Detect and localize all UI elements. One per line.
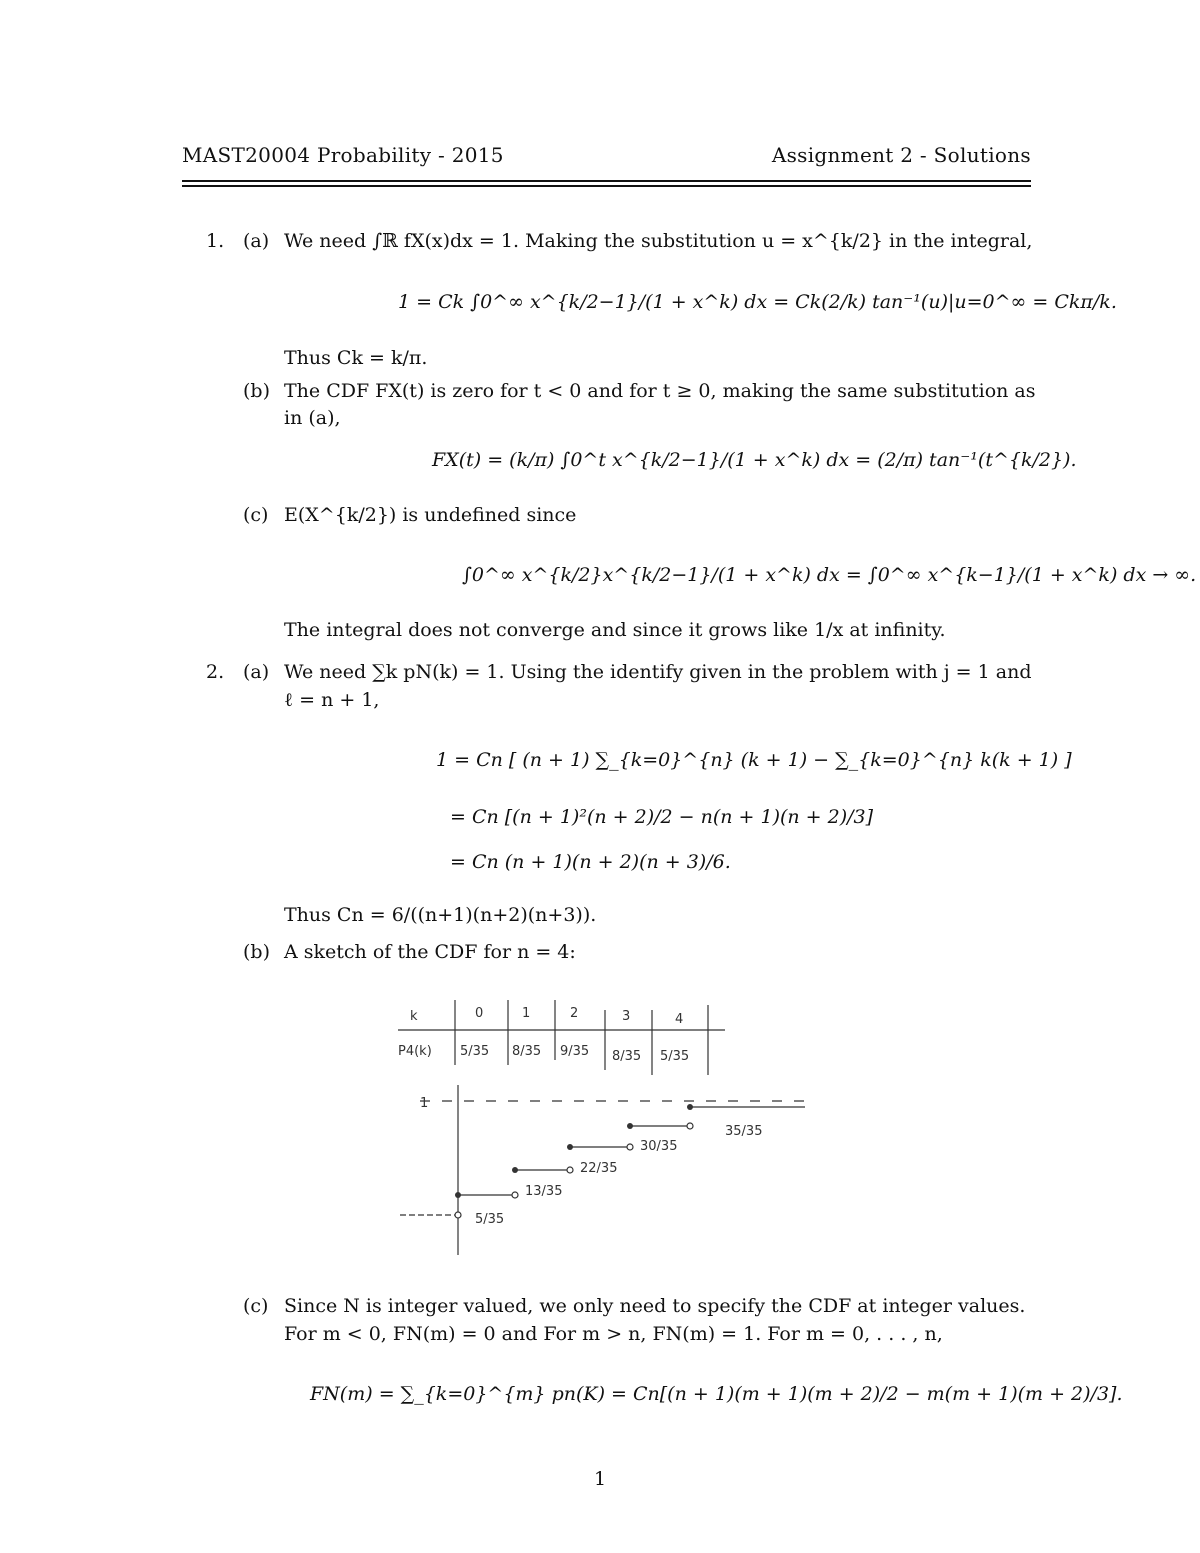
sketch-cdf-22: 22/35 xyxy=(580,1161,618,1176)
q1b-text-1: The CDF FX(t) is zero for t < 0 and for t ≥ 0, making the same substitution as xyxy=(284,380,1036,402)
sketch-k-label: k xyxy=(410,1009,418,1024)
q1a-text: We need ∫ℝ fX(x)dx = 1. Making the substitution u = x^{k/2} in the integral, xyxy=(284,230,1033,252)
header-left: MAST20004 Probability - 2015 xyxy=(182,143,504,167)
q2a-conclusion: Thus Cn = 6/((n+1)(n+2)(n+3)). xyxy=(284,904,597,926)
q1c-conclusion: The integral does not converge and since it grows like 1/x at infinity. xyxy=(284,619,946,641)
sketch-k1: 1 xyxy=(522,1006,531,1021)
sketch-k0: 0 xyxy=(475,1006,484,1021)
sketch-k4: 4 xyxy=(675,1012,684,1027)
q2c-text-2: For m < 0, FN(m) = 0 and For m > n, FN(m) = 1. For m = 0, . . . , n, xyxy=(284,1323,943,1345)
q2b-label: (b) xyxy=(243,941,270,963)
sketch-p4: 5/35 xyxy=(660,1049,690,1064)
header-rule-top xyxy=(182,180,1031,182)
sketch-p0: 5/35 xyxy=(460,1044,490,1059)
header-right: Assignment 2 - Solutions xyxy=(771,143,1031,167)
sketch-y-label: 1 xyxy=(420,1096,429,1111)
sketch-p2: 9/35 xyxy=(560,1044,590,1059)
sketch-cdf-35: 35/35 xyxy=(725,1124,763,1139)
page-number: 1 xyxy=(593,1468,607,1490)
q2a-label: (a) xyxy=(243,661,270,683)
cdf-sketch xyxy=(390,995,820,1265)
sketch-cdf-5: 5/35 xyxy=(475,1212,505,1227)
q2a-text-1: We need ∑k pN(k) = 1. Using the identify given in the problem with j = 1 and xyxy=(284,661,1032,683)
q1a-conclusion: Thus Ck = k/π. xyxy=(284,347,428,369)
q1b-text-2: in (a), xyxy=(284,407,341,429)
q2c-label: (c) xyxy=(243,1295,269,1317)
q2a-equation-3: = Cn (n + 1)(n + 2)(n + 3)/6. xyxy=(450,851,731,873)
q1a-label: (a) xyxy=(243,230,270,252)
q2a-equation-2: = Cn [(n + 1)²(n + 2)/2 − n(n + 1)(n + 2)/3] xyxy=(450,806,874,828)
header-rule-bottom xyxy=(182,185,1031,187)
q2a-equation-1: 1 = Cn [ (n + 1) ∑_{k=0}^{n} (k + 1) − ∑_{k=0}^{n} k(k + 1) ] xyxy=(436,749,1072,771)
q2-number: 2. xyxy=(206,661,225,683)
q2a-text-2: ℓ = n + 1, xyxy=(284,689,380,711)
sketch-cdf-13: 13/35 xyxy=(525,1184,563,1199)
sketch-k2: 2 xyxy=(570,1006,579,1021)
q2b-text: A sketch of the CDF for n = 4: xyxy=(284,941,576,963)
q1b-label: (b) xyxy=(243,380,270,402)
q2c-equation: FN(m) = ∑_{k=0}^{m} pn(K) = Cn[(n + 1)(m + 1)(m + 2)/2 − m(m + 1)(m + 2)/3]. xyxy=(310,1383,1123,1405)
q1c-label: (c) xyxy=(243,504,269,526)
q1c-text: E(X^{k/2}) is undefined since xyxy=(284,504,577,526)
q1-number: 1. xyxy=(206,230,225,252)
sketch-cdf-30: 30/35 xyxy=(640,1139,678,1154)
sketch-p-label: P4(k) xyxy=(398,1044,432,1059)
q1a-equation: 1 = Ck ∫0^∞ x^{k/2−1}/(1 + x^k) dx = Ck(2/k) tan⁻¹(u)|u=0^∞ = Ckπ/k. xyxy=(398,291,1117,313)
sketch-p3: 8/35 xyxy=(612,1049,642,1064)
q1c-equation: ∫0^∞ x^{k/2}x^{k/2−1}/(1 + x^k) dx = ∫0^∞ x^{k−1}/(1 + x^k) dx → ∞. xyxy=(462,564,1197,586)
q2c-text-1: Since N is integer valued, we only need to specify the CDF at integer values. xyxy=(284,1295,1026,1317)
sketch-k3: 3 xyxy=(622,1009,631,1024)
q1b-equation: FX(t) = (k/π) ∫0^t x^{k/2−1}/(1 + x^k) dx = (2/π) tan⁻¹(t^{k/2}). xyxy=(432,449,1077,471)
sketch-p1: 8/35 xyxy=(512,1044,542,1059)
